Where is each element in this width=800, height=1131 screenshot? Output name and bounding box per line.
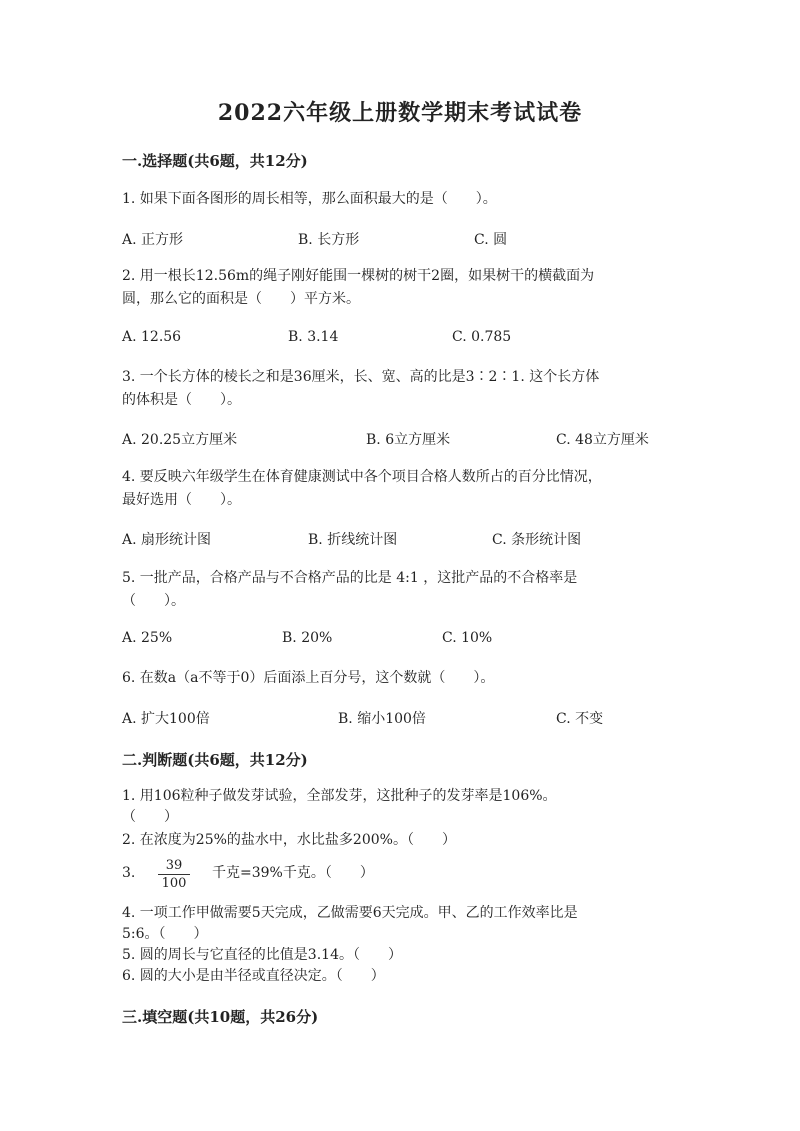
option-a: A. 扇形统计图 (122, 532, 212, 548)
option-a: A. 20.25立方厘米 (122, 432, 238, 448)
fraction-39-100 (158, 858, 190, 891)
question-1-1: 1. 如果下面各图形的周长相等，那么面积最大的是（ ）。 (122, 191, 497, 207)
question-line: 4. 一项工作甲做需要5天完成，乙做需要6天完成。甲、乙的工作效率比是 (122, 905, 578, 921)
question-line: 1. 用106粒种子做发芽试验，全部发芽，这批种子的发芽率是106%。 (122, 788, 557, 804)
option-a: A. 12.56 (122, 329, 182, 345)
question-line: 4. 要反映六年级学生在体育健康测试中各个项目合格人数所占的百分比情况， (122, 469, 602, 485)
page-title: 2022六年级上册数学期末考试试卷 (217, 100, 583, 126)
question-line: （ ）。 (122, 593, 185, 609)
question-1-4 (122, 466, 682, 512)
question-1-6: 6. 在数a（a不等于0）后面添上百分号，这个数就（ ）。 (122, 670, 495, 686)
section-heading-fill-in: 三.填空题(共10题，共26分) (122, 1008, 319, 1026)
question-line: 2. 用一根长12.56m的绳子刚好能围一棵树的树干2圈，如果树干的横截面为 (122, 268, 595, 284)
fraction-numerator: 39 (165, 858, 183, 873)
section-heading-judgement: 二.判断题(共6题，共12分) (122, 751, 308, 769)
option-c: C. 不变 (556, 711, 604, 727)
question-line: 的体积是（ ）。 (122, 392, 241, 408)
option-c: C. 条形统计图 (492, 532, 582, 548)
question-line: 最好选用（ ）。 (122, 492, 241, 508)
option-b: B. 缩小100倍 (338, 711, 426, 727)
question-1-3 (122, 366, 682, 412)
question-line: （ ） (122, 809, 178, 825)
question-1-5 (122, 567, 682, 613)
question-2-3-text: 千克=39%千克。（ ） (212, 865, 374, 881)
question-2-1 (122, 786, 682, 828)
option-a: A. 正方形 (122, 232, 184, 248)
option-a: A. 扩大100倍 (122, 711, 210, 727)
option-c: C. 圆 (474, 232, 508, 248)
fraction-denominator: 100 (161, 876, 187, 891)
question-line: 5:6。（ ） (122, 926, 208, 942)
option-b: B. 长方形 (298, 232, 360, 248)
question-2-4 (122, 903, 682, 945)
question-line: 3. 一个长方体的棱长之和是36厘米，长、宽、高的比是3∶2∶1. 这个长方体 (122, 369, 600, 385)
option-c: C. 10% (442, 630, 493, 646)
option-b: B. 20% (282, 630, 333, 646)
option-b: B. 折线统计图 (308, 532, 398, 548)
question-2-2: 2. 在浓度为25%的盐水中，水比盐多200%。（ ） (122, 832, 456, 848)
question-1-2 (122, 265, 682, 311)
question-2-6: 6. 圆的大小是由半径或直径决定。（ ） (122, 968, 385, 984)
fraction-bar (158, 874, 190, 875)
section-heading-choice: 一.选择题(共6题，共12分) (122, 152, 308, 170)
option-b: B. 6立方厘米 (366, 432, 451, 448)
question-2-3-number: 3. (122, 865, 136, 881)
question-line: 圆，那么它的面积是（ ）平方米。 (122, 291, 360, 307)
option-a: A. 25% (122, 630, 173, 646)
option-c: C. 48立方厘米 (556, 432, 649, 448)
question-2-5: 5. 圆的周长与它直径的比值是3.14。（ ） (122, 947, 402, 963)
option-b: B. 3.14 (288, 329, 339, 345)
option-c: C. 0.785 (452, 329, 512, 345)
question-line: 5. 一批产品，合格产品与不合格产品的比是 4:1 ，这批产品的不合格率是 (122, 570, 578, 586)
